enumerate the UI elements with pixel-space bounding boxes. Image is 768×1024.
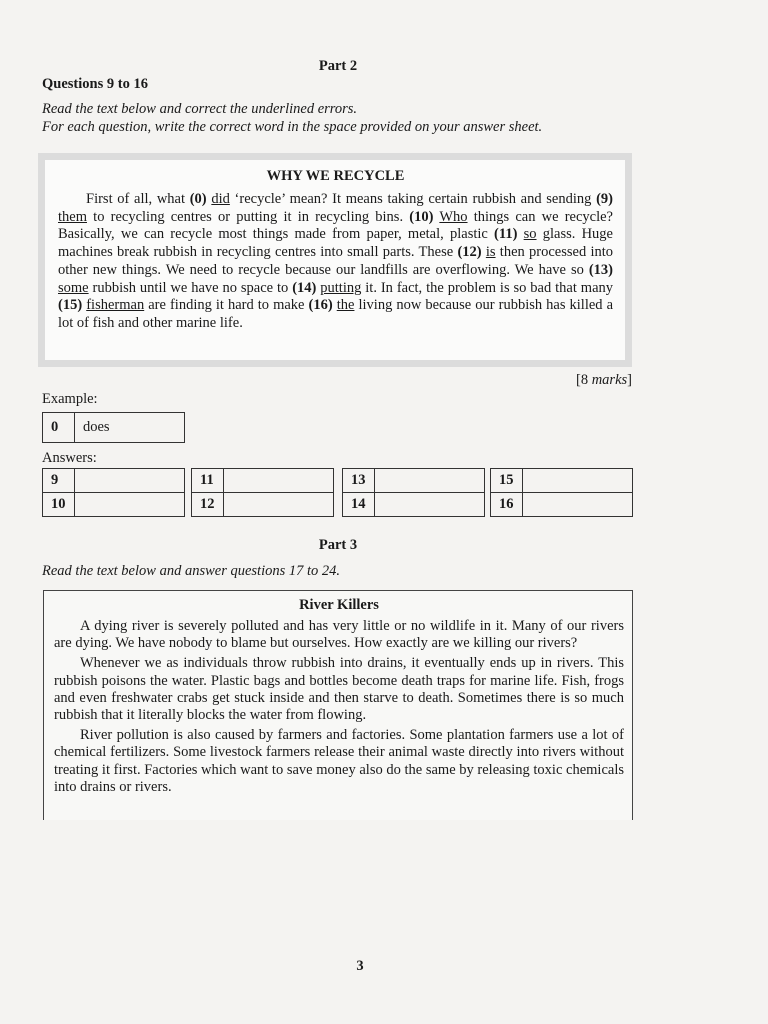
- answer-grid-11-12: [191, 468, 334, 517]
- answer-field-10[interactable]: [75, 493, 185, 517]
- example-number: 0: [43, 413, 75, 443]
- instruction-line-1: Read the text below and correct the underlined errors.: [42, 101, 358, 117]
- answer-grid-9-10: [42, 468, 185, 517]
- answer-number: 11: [192, 469, 224, 493]
- error-0: did: [211, 191, 230, 207]
- answer-field-16[interactable]: [523, 493, 633, 517]
- answer-field-13[interactable]: [375, 469, 485, 493]
- answer-field-15[interactable]: [523, 469, 633, 493]
- part3-title: Part 3: [318, 537, 358, 553]
- questions-heading: Questions 9 to 16: [42, 76, 148, 92]
- recycle-box-title: WHY WE RECYCLE: [266, 168, 405, 184]
- answer-number: 13: [343, 469, 375, 493]
- error-9: them: [58, 208, 87, 225]
- error-15: fisherman: [86, 297, 145, 314]
- answer-field-14[interactable]: [375, 493, 485, 517]
- error-12: is: [485, 244, 496, 261]
- river-paragraph-3: River pollution is also caused by farmers and factories. Some plantation farmers use a lot of chemical fertilizers. Some livestock farmers release their animal waste directly into rivers without treating it first. Factories which want to save money also do the same by releasing toxic chemicals into drains or rivers.: [54, 727, 624, 795]
- answer-field-11[interactable]: [224, 469, 334, 493]
- part2-title: Part 2: [318, 58, 358, 74]
- answer-number: 15: [491, 469, 523, 493]
- river-paragraph-1: A dying river is severely polluted and has very little or no wildlife in it. Many of our rivers are dying. We have nobody to blame but ourselves. How exactly are we killing our rivers?: [54, 618, 624, 652]
- answer-grid-15-16: [490, 468, 633, 517]
- page-number: 3: [356, 958, 364, 974]
- answer-number: 12: [192, 493, 224, 517]
- answer-number: 9: [43, 469, 75, 493]
- error-16: the: [336, 297, 355, 314]
- marks-label: [8 marks]: [575, 372, 632, 388]
- answer-grid-13-14: [342, 468, 485, 517]
- error-11: so: [523, 226, 537, 243]
- answer-field-9[interactable]: [75, 469, 185, 493]
- error-10: Who: [439, 208, 468, 225]
- example-answer: does: [75, 413, 185, 443]
- example-box: [42, 412, 185, 443]
- recycle-passage: First of all, what (0) did ‘recycle’ mean? It means taking certain rubbish and sending (9) them to recycling centres or putting it in recycling bins. (10) Who things can we recycle? Basically, we can recycle most things made from paper, metal, plastic (11) so glass. Huge machines break rubbish in recycling centres into small parts. These (12) is then processed into other new things. We need to recycle because our landfills are overflowing. We have so (13) some rubbish until we have no space to (14) putting it. In fact, the problem is so bad that many (15) fisherman are finding it hard to make (16) the living now because our rubbish has killed a lot of fish and other marine life.: [58, 191, 614, 331]
- river-box-title: River Killers: [299, 597, 379, 613]
- answer-number: 14: [343, 493, 375, 517]
- answer-field-12[interactable]: [224, 493, 334, 517]
- recycle-text-box: [38, 153, 632, 367]
- instruction-line-2: For each question, write the correct word in the space provided on your answer sheet.: [42, 119, 543, 135]
- example-label: Example:: [42, 391, 98, 407]
- answers-label: Answers:: [42, 450, 97, 466]
- part3-instruction: Read the text below and answer questions 17 to 24.: [42, 563, 341, 579]
- answer-number: 16: [491, 493, 523, 517]
- error-13: some: [58, 279, 89, 296]
- error-14: putting: [320, 279, 362, 296]
- river-text-box: [43, 590, 633, 820]
- river-paragraph-2: Whenever we as individuals throw rubbish into drains, it eventually ends up in rivers. This rubbish poisons the water. Plastic bags and bottles become death traps for marine life. Fish, frogs and even freshwater crabs get stuck inside and then starve to death. Sometimes there is so much rubbish that it literally blocks the water from flowing.: [54, 655, 624, 724]
- answer-number: 10: [43, 493, 75, 517]
